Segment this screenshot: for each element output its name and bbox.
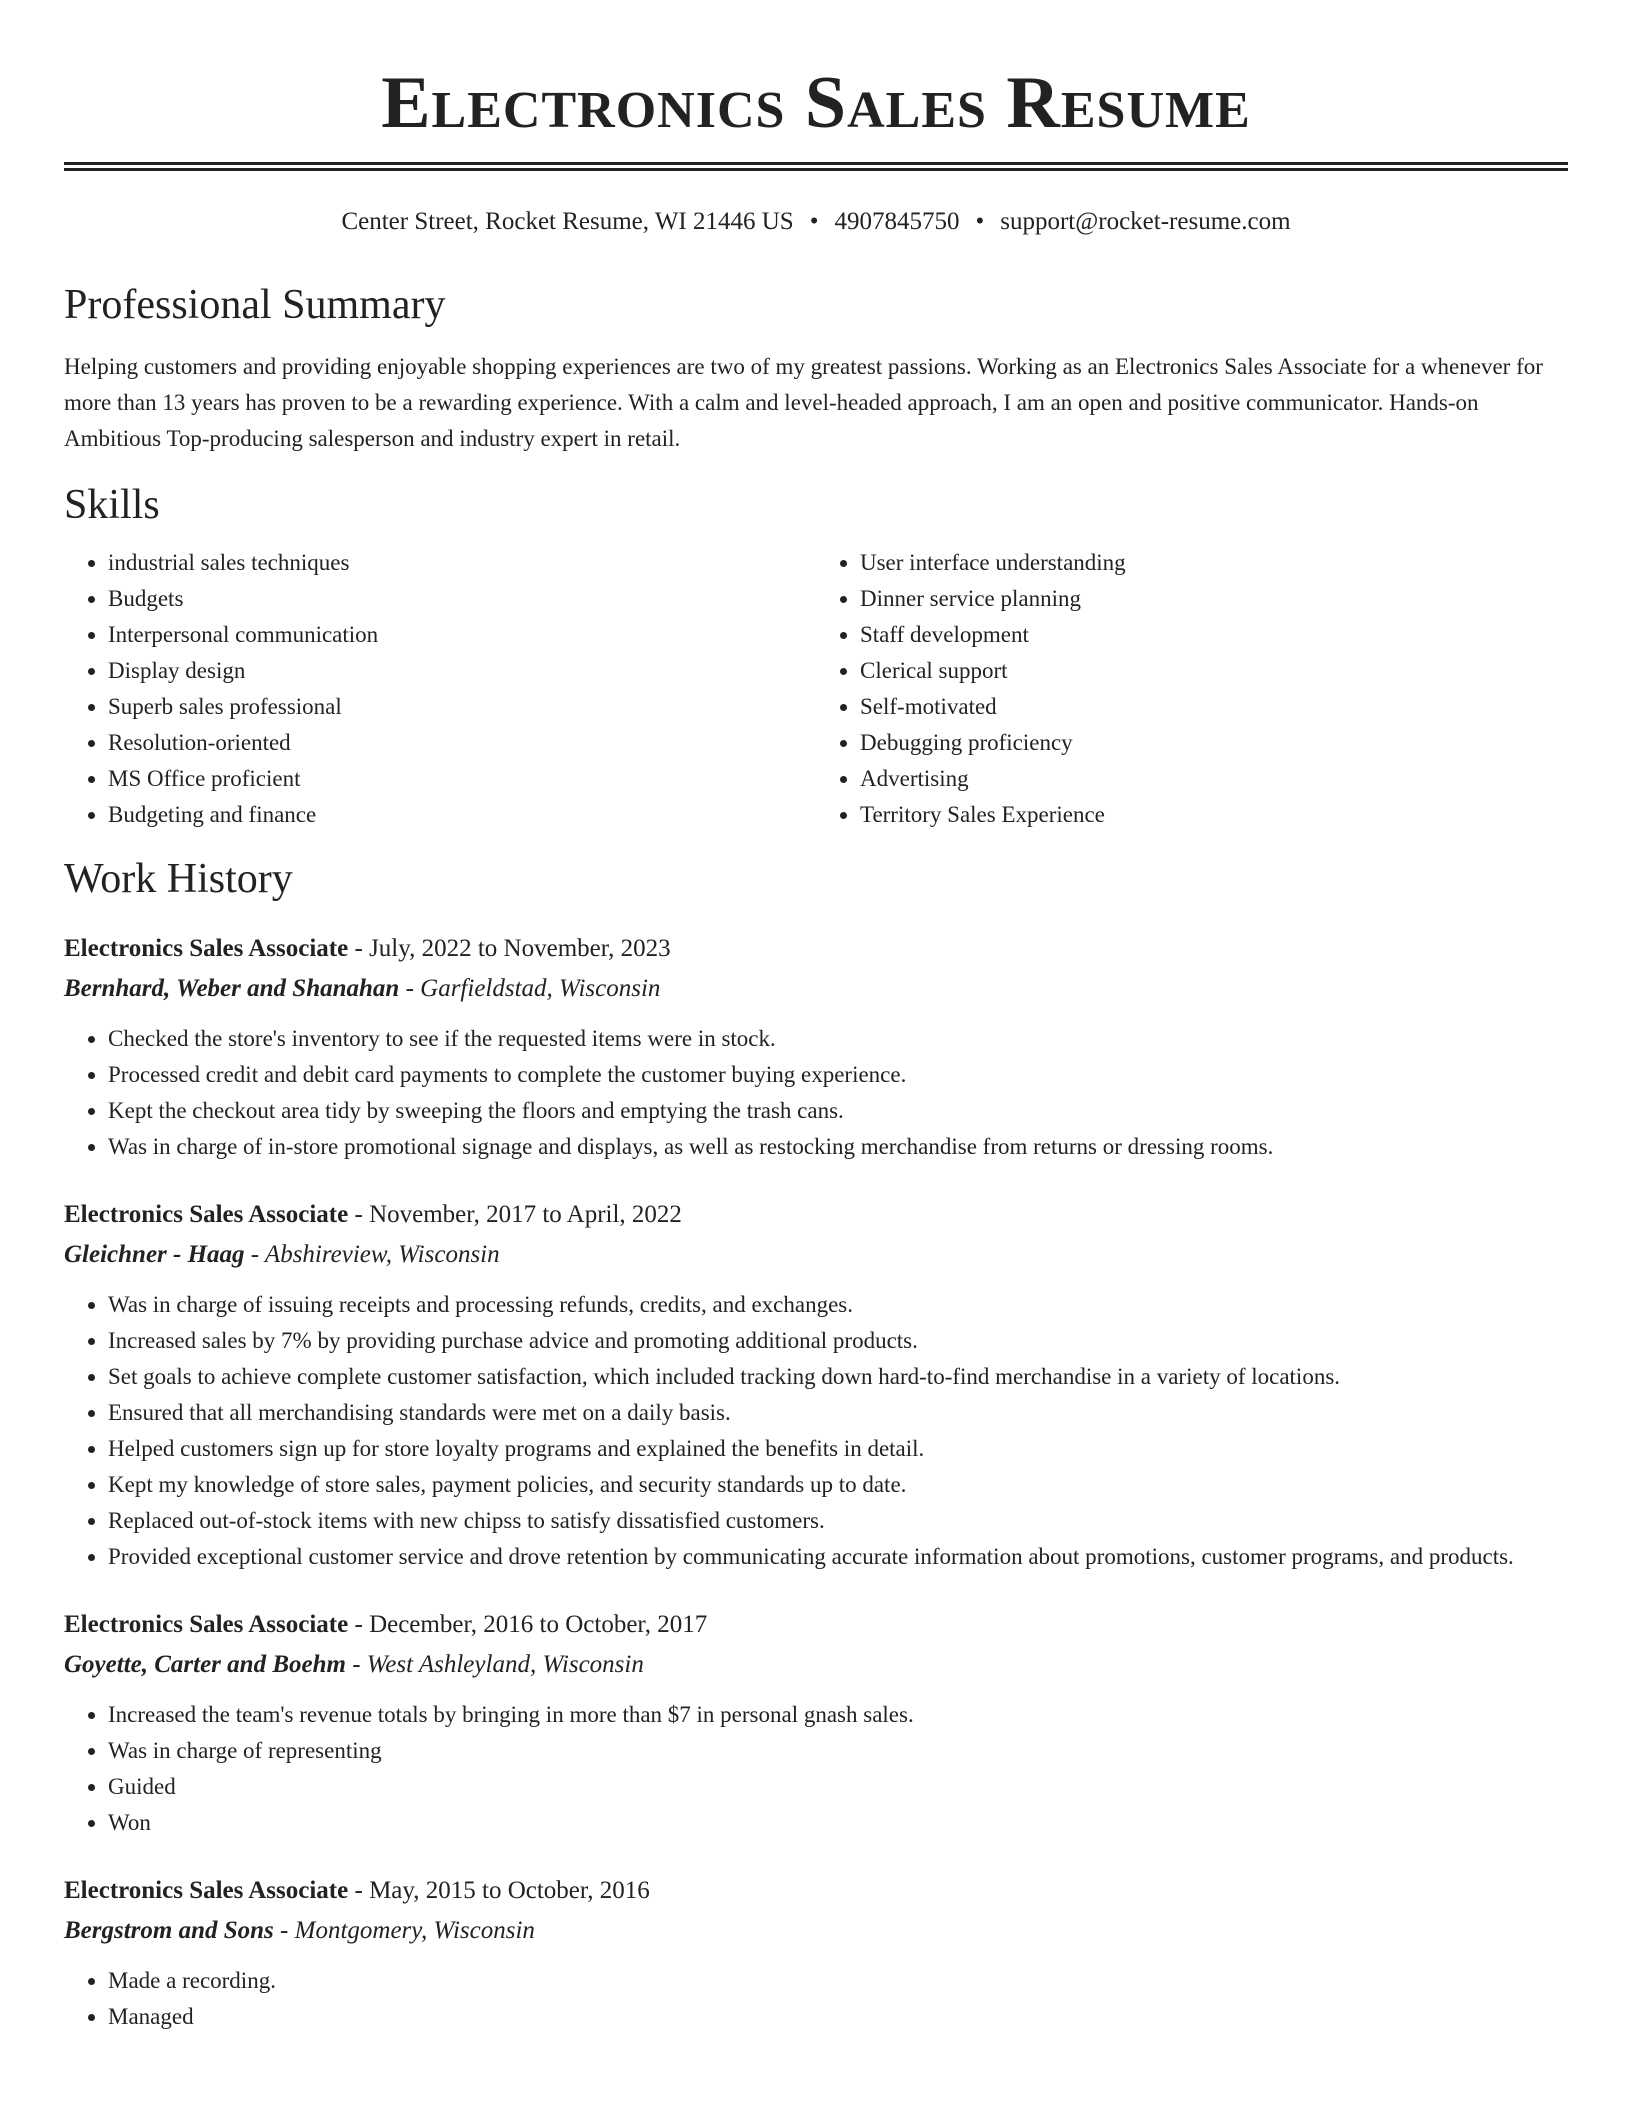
job-role: Electronics Sales Associate — [64, 1611, 349, 1638]
skill-item: • Superb sales professional — [108, 689, 816, 725]
skill-item: • Advertising — [860, 761, 1568, 797]
job-dash: - — [348, 1611, 370, 1638]
job-location: Montgomery, Wisconsin — [294, 1917, 535, 1944]
job-duty-item: • Increased the team's revenue totals by bringing in more than $7 in personal gnash sales. — [108, 1697, 1568, 1733]
skills-heading: Skills — [64, 482, 160, 528]
job-role: Electronics Sales Associate — [64, 1877, 349, 1904]
work-history-heading: Work History — [64, 856, 293, 902]
skills-list-left — [64, 545, 816, 833]
skill-item: • Display design — [108, 653, 816, 689]
job-duty-item: • Ensured that all merchandising standards were met on a daily basis. — [108, 1395, 1568, 1431]
job-header — [64, 1605, 1568, 1645]
job-duty-item: • Was in charge of representing — [108, 1733, 1568, 1769]
job-location: Garfieldstad, Wisconsin — [420, 975, 661, 1002]
job-duty-item: • Provided exceptional customer service and drove retention by communicating accurate information about promotions, customer programs, and products. — [108, 1539, 1568, 1575]
job-dates: May, 2015 to October, 2016 — [369, 1877, 650, 1904]
job-duty-item: • Won — [108, 1805, 1568, 1841]
job-employer — [64, 1235, 1568, 1275]
job-header — [64, 1871, 1568, 1911]
job-location: Abshireview, Wisconsin — [264, 1241, 500, 1268]
job-employer — [64, 1911, 1568, 1951]
job-dash: - — [348, 1201, 370, 1228]
resume-page — [64, 0, 1568, 2035]
job-dates: July, 2022 to November, 2023 — [369, 935, 671, 962]
contact-address: Center Street, Rocket Resume, WI 21446 US — [341, 208, 794, 235]
job-role: Electronics Sales Associate — [64, 935, 349, 962]
job-company: Bernhard, Weber and Shanahan — [64, 975, 400, 1002]
job-duty-item: • Replaced out-of-stock items with new chipss to satisfy dissatisfied customers. — [108, 1503, 1568, 1539]
job-entry — [64, 929, 1568, 1165]
job-dash: - — [345, 1651, 367, 1678]
work-history-list — [64, 929, 1568, 2035]
skill-item: • Self-motivated — [860, 689, 1568, 725]
job-header — [64, 929, 1568, 969]
job-duty-item: • Guided — [108, 1769, 1568, 1805]
job-role: Electronics Sales Associate — [64, 1201, 349, 1228]
summary-text: Helping customers and providing enjoyable shopping experiences are two of my greatest passions. Working as an Electronics Sales Associate for a whenever for more than 13 years has proven to be a rewarding experience. With a calm and level-headed approach, I am an open and positive communicator. Hands-on Ambitious Top-producing salesperson and industry expert in retail. — [64, 354, 1543, 451]
job-company: Goyette, Carter and Boehm — [64, 1651, 346, 1678]
skill-item: • Clerical support — [860, 653, 1568, 689]
job-duty-item: • Checked the store's inventory to see if the requested items were in stock. — [108, 1021, 1568, 1057]
contact-separator: • — [975, 208, 985, 235]
job-duties-list — [64, 1021, 1568, 1165]
skill-item: • Staff development — [860, 617, 1568, 653]
skill-item: • MS Office proficient — [108, 761, 816, 797]
job-duty-item: • Was in charge of issuing receipts and processing refunds, credits, and exchanges. — [108, 1287, 1568, 1323]
job-company: Bergstrom and Sons — [64, 1917, 274, 1944]
job-employer — [64, 969, 1568, 1009]
contact-separator: • — [809, 208, 819, 235]
skill-item: • Budgeting and finance — [108, 797, 816, 833]
job-duty-item: • Set goals to achieve complete customer satisfaction, which included tracking down hard-to-find merchandise in a variety of locations. — [108, 1359, 1568, 1395]
skills-list-right — [816, 545, 1568, 833]
skill-item: • Resolution-oriented — [108, 725, 816, 761]
job-duty-item: • Managed — [108, 1999, 1568, 2035]
contact-phone: 4907845750 — [834, 208, 960, 235]
job-duties-list — [64, 1287, 1568, 1575]
skill-item: • Budgets — [108, 581, 816, 617]
job-dates: December, 2016 to October, 2017 — [369, 1611, 708, 1638]
job-duty-item: • Kept the checkout area tidy by sweeping the floors and emptying the trash cans. — [108, 1093, 1568, 1129]
job-duty-item: • Was in charge of in-store promotional signage and displays, as well as restocking merchandise from returns or dressing rooms. — [108, 1129, 1568, 1165]
skill-item: • Territory Sales Experience — [860, 797, 1568, 833]
job-entry — [64, 1605, 1568, 1841]
job-header — [64, 1195, 1568, 1235]
job-dash: - — [273, 1917, 295, 1944]
summary-heading: Professional Summary — [64, 282, 446, 328]
skill-item: • Interpersonal communication — [108, 617, 816, 653]
job-dash: - — [348, 935, 370, 962]
resume-title: Electronics Sales Resume — [381, 62, 1251, 144]
job-employer — [64, 1645, 1568, 1685]
job-duty-item: • Made a recording. — [108, 1963, 1568, 1999]
skill-item: • User interface understanding — [860, 545, 1568, 581]
skill-item: • industrial sales techniques — [108, 545, 816, 581]
job-dates: November, 2017 to April, 2022 — [369, 1201, 682, 1228]
job-dash: - — [244, 1241, 265, 1268]
skills-columns — [64, 545, 1568, 833]
job-dash: - — [399, 975, 421, 1002]
job-dash: - — [348, 1877, 370, 1904]
job-duty-item: • Helped customers sign up for store loyalty programs and explained the benefits in detail. — [108, 1431, 1568, 1467]
skill-item: • Dinner service planning — [860, 581, 1568, 617]
skill-item: • Debugging proficiency — [860, 725, 1568, 761]
job-duty-item: • Increased sales by 7% by providing purchase advice and promoting additional products. — [108, 1323, 1568, 1359]
job-company: Gleichner - Haag — [64, 1241, 245, 1268]
job-entry — [64, 1195, 1568, 1575]
job-location: West Ashleyland, Wisconsin — [366, 1651, 644, 1678]
job-entry — [64, 1871, 1568, 2035]
job-duties-list — [64, 1963, 1568, 2035]
job-duties-list — [64, 1697, 1568, 1841]
contact-email: support@rocket-resume.com — [1000, 208, 1291, 235]
contact-line — [64, 205, 1568, 239]
job-duty-item: • Kept my knowledge of store sales, payment policies, and security standards up to date. — [108, 1467, 1568, 1503]
title-divider — [64, 162, 1568, 171]
job-duty-item: • Processed credit and debit card payments to complete the customer buying experience. — [108, 1057, 1568, 1093]
